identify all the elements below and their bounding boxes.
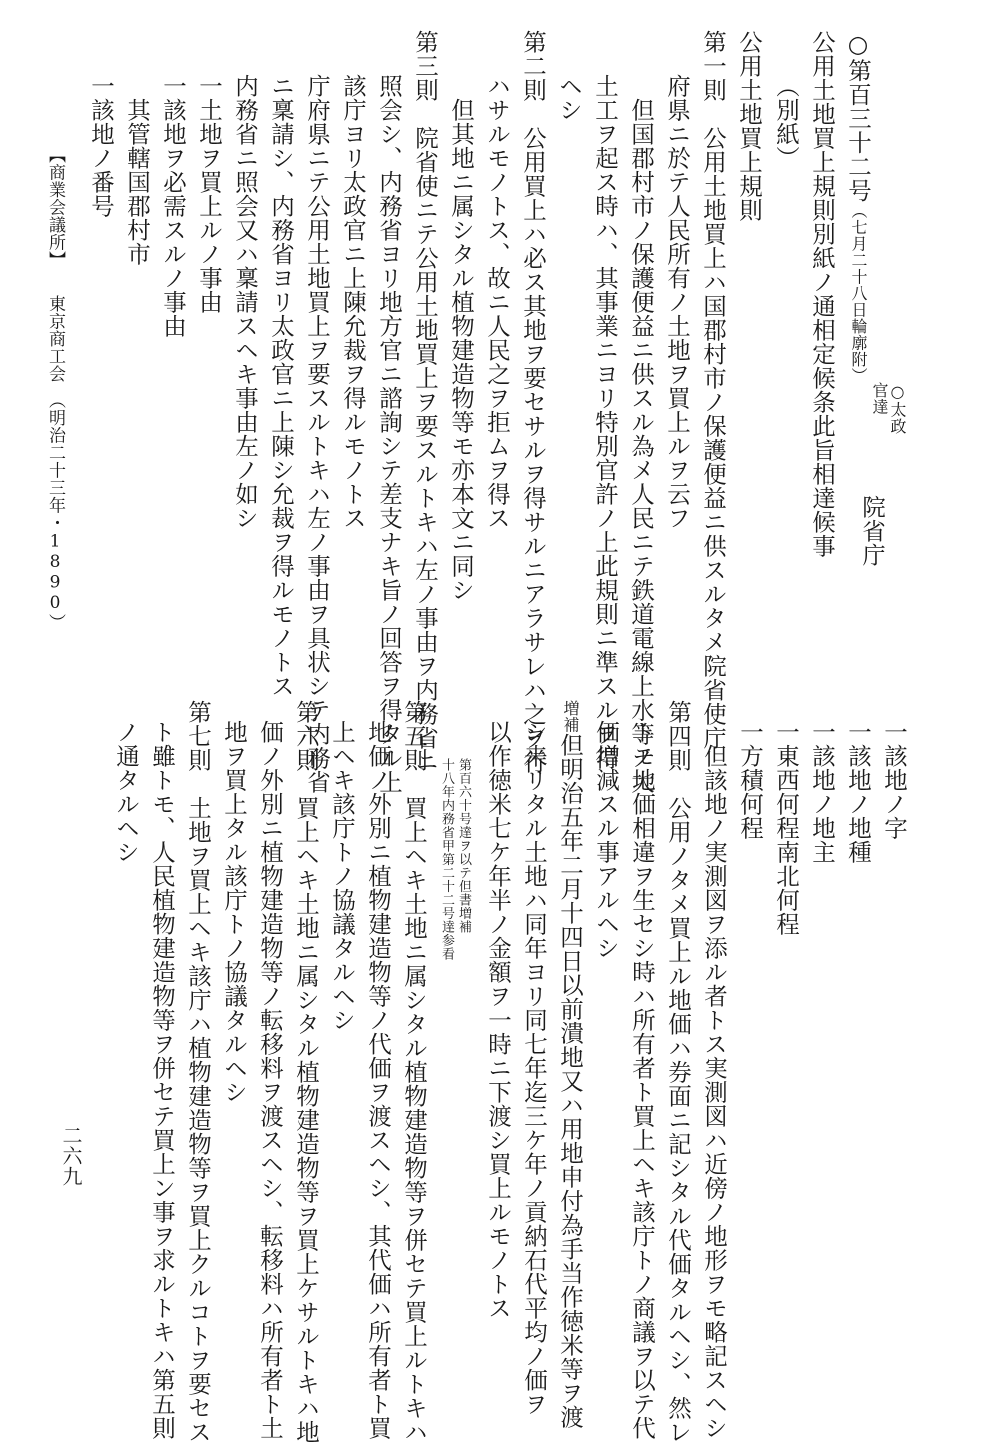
item-reason: 一土地ヲ買上ルノ事由: [195, 74, 223, 314]
item-dimensions: 一東西何程南北何程: [772, 720, 800, 936]
item-lot-name: 一該地ノ字: [880, 720, 908, 840]
article-3-cont: 照会シ、内務省ヨリ地方官ニ諮詢シテ差支ナキ旨ノ回答ヲ得タル上: [375, 74, 403, 794]
item-jurisdiction: 其管轄国郡村市: [123, 98, 151, 266]
article-3-para-2-cont: ニ稟請シ、内務省ヨリ太政官ニ上陳シ允裁ヲ得ルモノトス: [267, 74, 295, 698]
item-lot-number: 一該地ノ番号: [87, 74, 115, 218]
article-1-proviso-end: ヘシ: [555, 74, 583, 122]
article-5: 第五則 買上ヘキ土地ニ属シタル植物建造物等ヲ併セテ買上ルトキハ: [400, 700, 428, 1444]
source-category: 【商業会議所】: [45, 146, 65, 260]
article-4-proviso-cont-2: 以作徳米七ケ年半ノ金額ヲ一時ニ下渡シ買上ルモノトス: [484, 720, 512, 1320]
annotation-line-1: 第百六十号達ヲ以テ但書増補: [456, 758, 471, 934]
article-5-cont: 地価ノ外別ニ植物建造物等ノ代価ヲ渡スヘシ、其代価ハ所有者ト買: [364, 720, 392, 1440]
rule-title: 公用土地買上規則: [735, 30, 763, 222]
article-4-proviso: 増補但明治五年二月十四日以前潰地又ハ用地申付為手当作徳米等ヲ渡: [556, 700, 584, 1429]
article-6-cont-2: 地ヲ買上タル該庁トノ協議タルヘシ: [220, 720, 248, 1104]
article-2: 第二則 公用買上ハ必ス其地ヲ要セサルヲ得サルニアラサレハ之ヲ行: [519, 30, 547, 774]
attachment-label: （別紙）: [772, 74, 800, 170]
item-land-category: 一該地ノ地種: [844, 720, 872, 864]
article-3: 第三則 院省使ニテ公用土地買上ヲ要スルトキハ左ノ事由ヲ内務省ニ: [411, 30, 439, 774]
article-1-proviso: 但国郡村市ノ保護便益ニ供スル為メ人民ニテ鉄道電線上水等ノ大: [627, 98, 655, 794]
page-number: 二六九: [59, 1125, 83, 1187]
article-6-cont: 価ノ外別ニ植物建造物等ノ転移料ヲ渡スヘシ、転移料ハ所有者ト土: [256, 720, 284, 1440]
issuer-bottom: 官達: [870, 382, 889, 415]
source-org: 東京商工会: [45, 295, 65, 383]
article-2-proviso: 但其地ニ属シタル植物建造物等モ亦本文ニ同シ: [447, 98, 475, 602]
source-era: （明治二十三年・1890）: [45, 400, 65, 631]
article-1-proviso-cont: 土工ヲ起ス時ハ、其事業ニヨリ特別官許ノ上此規則ニ準スルヲ得: [591, 74, 619, 770]
article-2-cont: ハサルモノトス、故ニ人民之ヲ拒ムヲ得ス: [483, 74, 511, 530]
article-4: 第四則 公用ノタメ買上ル地価ハ券面ニ記シタル代価タルヘシ、然レ: [664, 700, 692, 1444]
article-1: 第一則 公用土地買上ハ国郡村市ノ保護便益ニ供スルタメ院省使庁: [699, 30, 727, 750]
item-landowner: 一該地ノ地主: [808, 720, 836, 864]
source-footer: [44, 146, 66, 631]
item-area: 一方積何程: [736, 720, 764, 840]
article-3-items-intro: 内務省ニ照会又ハ稟請スヘキ事由左ノ如シ: [231, 74, 259, 530]
notice-number-line: ○第百三十二号（七月二十八日輪廓附）: [844, 30, 872, 384]
article-4-proviso-cont: シ来リタル土地ハ同年ヨリ同七年迄三ケ年ノ貢納石代平均ノ価ヲ: [520, 720, 548, 1416]
article-7-cont: ト雖トモ、人民植物建造物等ヲ併セテ買上ン事ヲ求ルトキハ第五則: [148, 720, 176, 1440]
annotation-line-2: 十八年内務省甲第二十二号達参看: [439, 758, 454, 961]
item-necessity: 一該地ヲ必需スルノ事由: [159, 74, 187, 338]
notice-body: 公用土地買上規則別紙ノ通相定候条此旨相達候事: [808, 30, 836, 558]
issuer-top: ○太政: [888, 382, 907, 435]
article-5-cont-2: 上ヘキ該庁トノ協議タルヘシ: [328, 720, 356, 1032]
article-3-para-2: 庁府県ニテ公用土地買上ヲ要スルトキハ左ノ事由ヲ具状シテ内務省: [303, 74, 331, 794]
recipients: 院省庁: [858, 495, 886, 567]
article-3-cont-2: 該庁ヨリ太政官ニ上陳允裁ヲ得ルモノトス: [339, 74, 367, 530]
article-1-cont: 府県ニ於テ人民所有ノ土地ヲ買上ルヲ云フ: [663, 74, 691, 530]
notice-date-note: （七月二十八日輪廓附）: [849, 202, 868, 384]
article-7-cont-2: ノ通タルヘシ: [112, 720, 140, 864]
survey-proviso: 但該地ノ実測図ヲ添ル者トス実測図ハ近傍ノ地形ヲモ略記スヘシ: [700, 744, 728, 1440]
article-4-cont-2: 価増減スル事アルヘシ: [592, 720, 620, 960]
article-7: 第七則 土地ヲ買上ヘキ該庁ハ植物建造物等ヲ買上クルコトヲ要セス: [184, 700, 212, 1444]
article-6: 第六則 買上ヘキ土地ニ属シタル植物建造物等ヲ買上ケサルトキハ地: [292, 700, 320, 1444]
article-4-cont: トモ地価相違ヲ生セシ時ハ所有者ト買上ヘキ該庁トノ商議ヲ以テ代: [628, 720, 656, 1440]
supplement-label: 増補: [561, 700, 580, 733]
